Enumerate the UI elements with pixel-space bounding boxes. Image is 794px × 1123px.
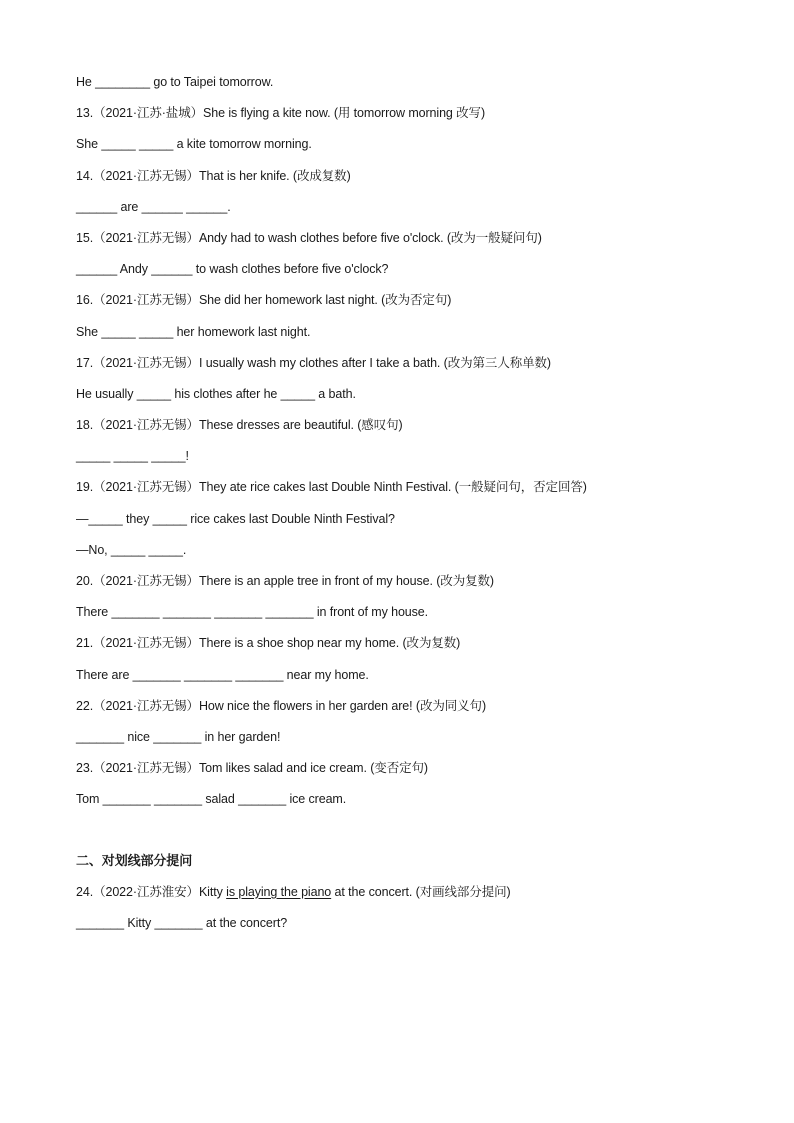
document-page	[76, 72, 726, 944]
section-heading: 二、对划线部分提问	[76, 852, 193, 868]
underlined-phrase: is playing the piano	[226, 884, 332, 899]
question-24	[76, 882, 726, 913]
question-22: 22.（2021·江苏无锡）How nice the flowers in her garden are! (改为同义句)	[76, 698, 487, 713]
question-17: 17.（2021·江苏无锡）I usually wash my clothes after I take a bath. (改为第三人称单数)	[76, 355, 551, 370]
answer-line-12: He ________ go to Taipei tomorrow.	[76, 75, 274, 89]
question-20: 20.（2021·江苏无锡）There is an apple tree in front of my house. (改为复数)	[76, 574, 494, 588]
question-15: 15.（2021·江苏无锡）Andy had to wash clothes before five o'clock. (改为一般疑问句)	[76, 230, 542, 245]
answer-line-19b: —No, _____ _____.	[76, 542, 187, 557]
answer-line-13: She _____ _____ a kite tomorrow morning.	[76, 137, 312, 152]
section-spacer	[76, 821, 726, 851]
answer-line-24: _______ Kitty _______ at the concert?	[76, 915, 288, 930]
answer-line-19a: —_____ they _____ rice cakes last Double Ninth Festival?	[76, 511, 395, 526]
answer-line-23: Tom _______ _______ salad _______ ice cream.	[76, 792, 347, 807]
question-14: 14.（2021·江苏无锡）That is her knife. (改成复数)	[76, 168, 351, 183]
answer-line-22: _______ nice _______ in her garden!	[76, 729, 281, 744]
question-23: 23.（2021·江苏无锡）Tom likes salad and ice cream. (变否定句)	[76, 761, 428, 776]
exercise-list	[76, 72, 726, 821]
question-19: 19.（2021·江苏无锡）They ate rice cakes last Double Ninth Festival. (一般疑问句，否定回答)	[76, 480, 587, 495]
answer-line-18: _____ _____ _____!	[76, 449, 189, 464]
answer-line-20: There _______ _______ _______ _______ in front of my house.	[76, 605, 429, 620]
question-16: 16.（2021·江苏无锡）She did her homework last night. (改为否定句)	[76, 293, 452, 308]
question-18: 18.（2021·江苏无锡）These dresses are beautiful. (感叹句)	[76, 418, 403, 433]
question-24-prefix: 24.（2022·江苏淮安）Kitty	[76, 884, 227, 899]
answer-line-21: There are _______ _______ _______ near my home.	[76, 667, 369, 682]
answer-line-15: ______ Andy ______ to wash clothes before five o'clock?	[76, 262, 389, 277]
question-21: 21.（2021·江苏无锡）There is a shoe shop near my home. (改为复数)	[76, 636, 461, 651]
answer-line-16: She _____ _____ her homework last night.	[76, 324, 311, 339]
answer-line-17: He usually _____ his clothes after he _____ a bath.	[76, 386, 356, 401]
answer-line-14: ______ are ______ ______.	[76, 199, 231, 214]
question-13: 13.（2021·江苏·盐城）She is flying a kite now. (用 tomorrow morning 改写)	[76, 106, 486, 121]
question-24-suffix: at the concert. (对画线部分提问)	[331, 884, 511, 899]
